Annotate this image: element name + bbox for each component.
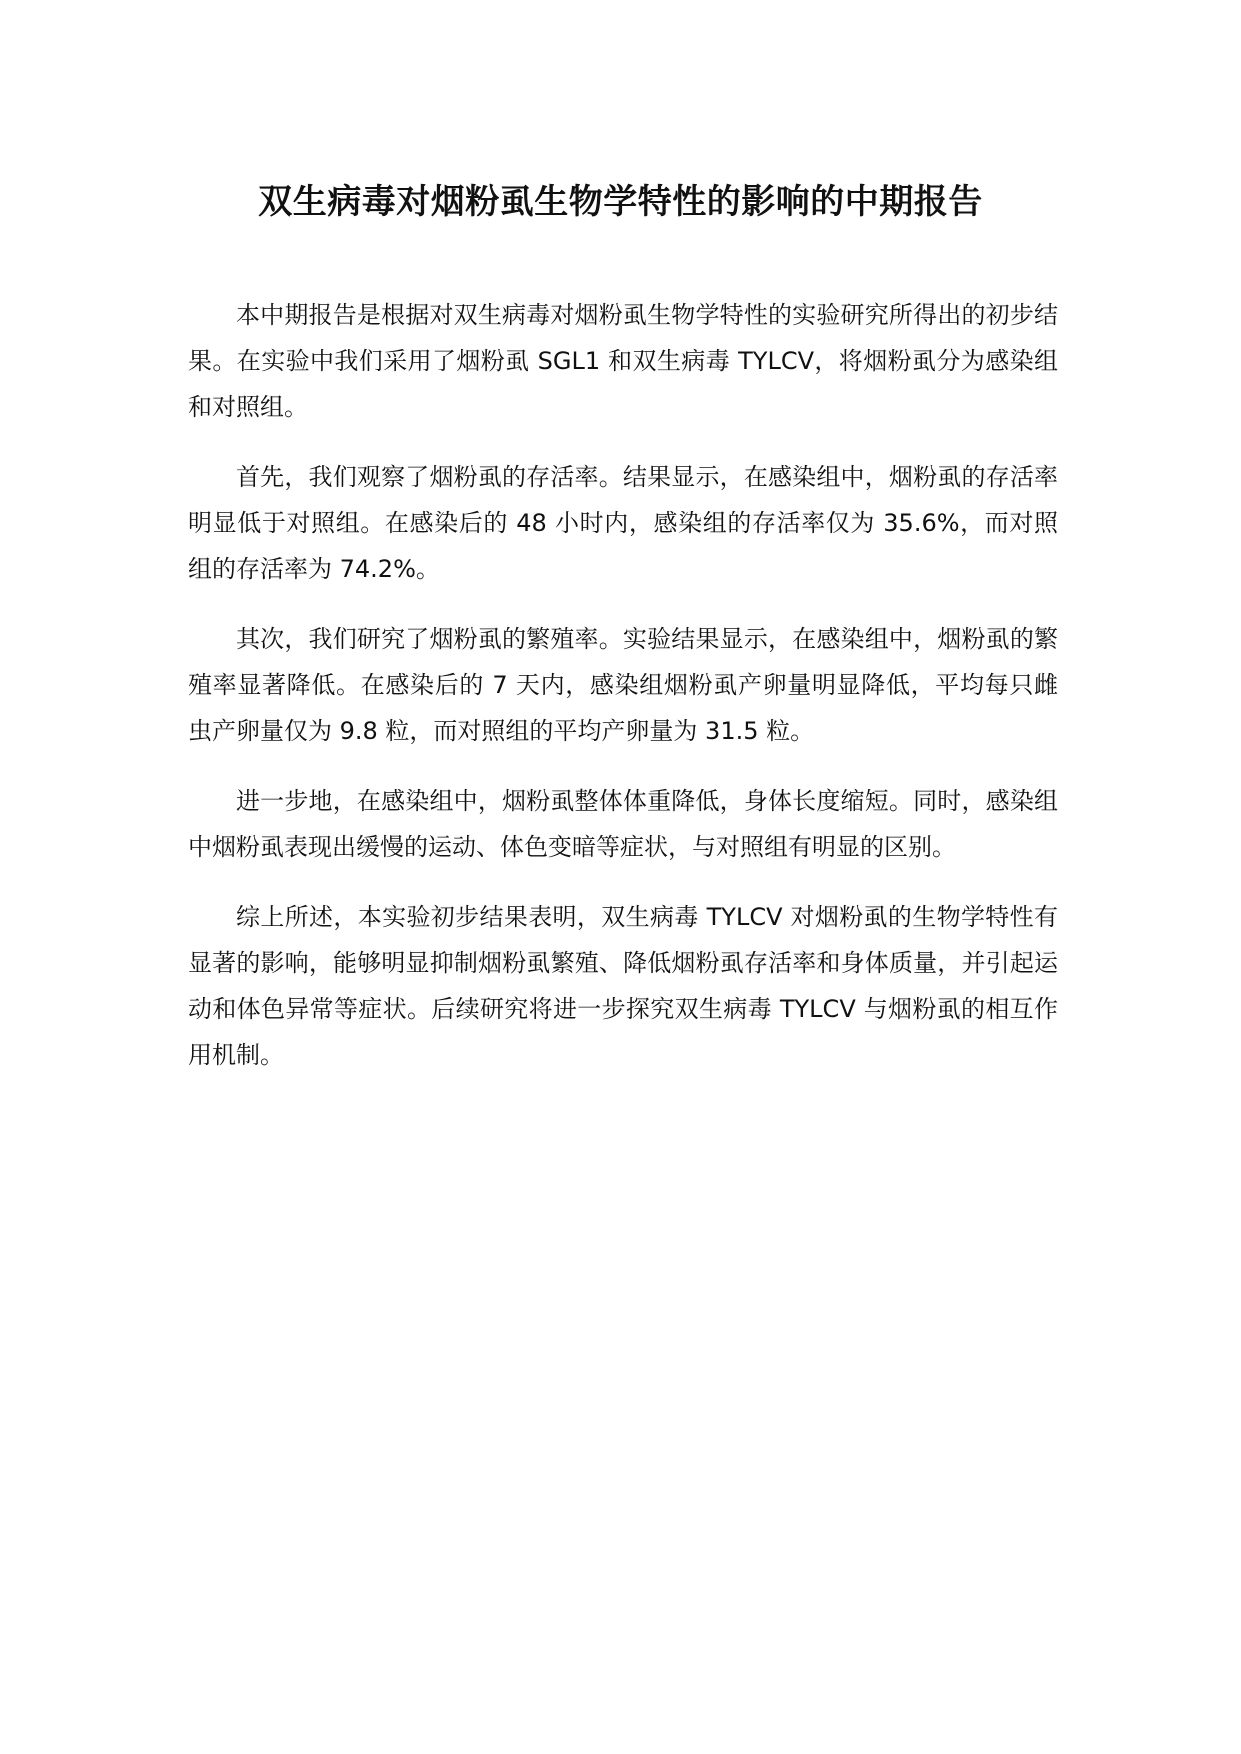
paragraph-survival-rate: 首先，我们观察了烟粉虱的存活率。结果显示，在感染组中，烟粉虱的存活率明显低于对照组。在感染后的 48 小时内，感染组的存活率仅为 35.6%，而对照组的存活率为 74.2%。: [188, 463, 1058, 583]
paragraph-reproduction-rate: 其次，我们研究了烟粉虱的繁殖率。实验结果显示，在感染组中，烟粉虱的繁殖率显著降低。在感染后的 7 天内，感染组烟粉虱产卵量明显降低，平均每只雌虫产卵量仅为 9.8 粒，而对照组的平均产卵量为 31.5 粒。: [188, 625, 1058, 745]
paragraph-intro: 本中期报告是根据对双生病毒对烟粉虱生物学特性的实验研究所得出的初步结果。在实验中我们采用了烟粉虱 SGL1 和双生病毒 TYLCV，将烟粉虱分为感染组和对照组。: [188, 301, 1058, 421]
paragraph-body-changes: 进一步地，在感染组中，烟粉虱整体体重降低，身体长度缩短。同时，感染组中烟粉虱表现出缓慢的运动、体色变暗等症状，与对照组有明显的区别。: [188, 787, 1058, 861]
document-body: [188, 292, 1058, 1102]
paragraph-conclusion: 综上所述，本实验初步结果表明，双生病毒 TYLCV 对烟粉虱的生物学特性有显著的影响，能够明显抑制烟粉虱繁殖、降低烟粉虱存活率和身体质量，并引起运动和体色异常等症状。后续研究将进一步探究双生病毒 TYLCV 与烟粉虱的相互作用机制。: [188, 903, 1058, 1069]
document-title: 双生病毒对烟粉虱生物学特性的影响的中期报告: [258, 182, 983, 222]
